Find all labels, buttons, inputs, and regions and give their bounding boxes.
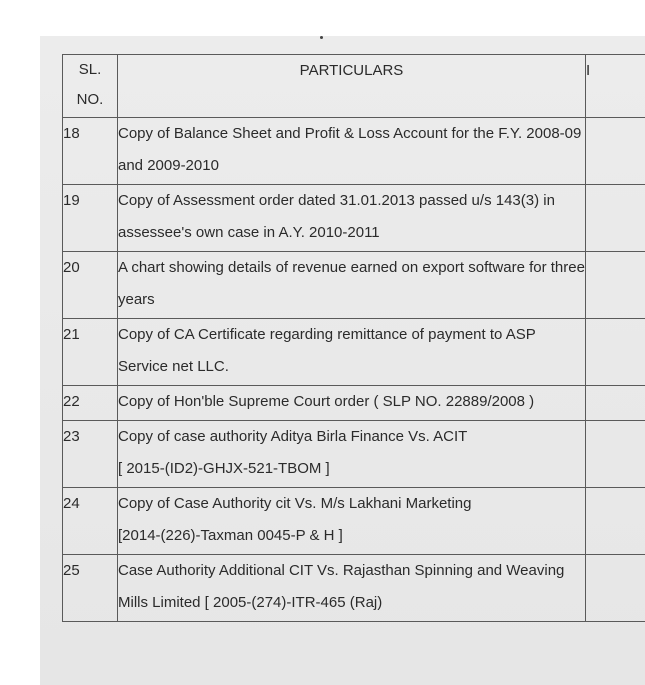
particulars-line: Mills Limited [ 2005-(274)-ITR-465 (Raj) <box>118 594 383 611</box>
particulars-line: years <box>118 291 155 308</box>
extra-cell <box>586 319 645 386</box>
particulars-line: Case Authority Additional CIT Vs. Rajasthan Spinning and Weaving <box>118 562 565 579</box>
scan-speck <box>320 36 323 39</box>
sl-number: 24 <box>63 488 118 555</box>
particulars-cell <box>118 118 586 185</box>
particulars-cell <box>118 252 586 319</box>
sl-number: 22 <box>63 386 118 421</box>
extra-cell <box>586 386 645 421</box>
particulars-line: Copy of Case Authority cit Vs. M/s Lakhani Marketing <box>118 495 472 512</box>
sl-header-line1: SL. <box>78 61 102 78</box>
sl-number: 20 <box>63 252 118 319</box>
particulars-line: A chart showing details of revenue earned on export software for three <box>118 259 585 276</box>
particulars-line: assessee's own case in A.Y. 2010-2011 <box>118 224 380 241</box>
particulars-line: [ 2015-(ID2)-GHJX-521-TBOM ] <box>118 460 330 477</box>
particulars-cell <box>118 555 586 622</box>
table-row <box>63 488 645 555</box>
particulars-table <box>62 54 645 622</box>
particulars-line: Copy of Hon'ble Supreme Court order ( SLP NO. 22889/2008 ) <box>118 393 535 410</box>
table-header-row <box>63 55 645 118</box>
particulars-line: Copy of Assessment order dated 31.01.2013 passed u/s 143(3) in <box>118 192 555 209</box>
particulars-cell <box>118 421 586 488</box>
table-row <box>63 555 645 622</box>
sl-number: 18 <box>63 118 118 185</box>
table-row <box>63 252 645 319</box>
particulars-cell <box>118 386 586 421</box>
table-row <box>63 319 645 386</box>
table-row <box>63 118 645 185</box>
sl-no-header <box>63 55 118 118</box>
particulars-line: Copy of case authority Aditya Birla Finance Vs. ACIT <box>118 428 468 445</box>
table-row <box>63 386 645 421</box>
particulars-cell <box>118 185 586 252</box>
particulars-line: Copy of Balance Sheet and Profit & Loss Account for the F.Y. 2008-09 <box>118 125 582 142</box>
particulars-line: Service net LLC. <box>118 358 229 375</box>
extra-cell <box>586 421 645 488</box>
extra-cell <box>586 555 645 622</box>
table-row <box>63 185 645 252</box>
particulars-line: [2014-(226)-Taxman 0045-P & H ] <box>118 527 343 544</box>
sl-number: 25 <box>63 555 118 622</box>
particulars-cell <box>118 319 586 386</box>
extra-cell <box>586 185 645 252</box>
particulars-cell <box>118 488 586 555</box>
particulars-line: and 2009-2010 <box>118 157 219 174</box>
sl-number: 23 <box>63 421 118 488</box>
extra-cell <box>586 252 645 319</box>
extra-cell <box>586 488 645 555</box>
particulars-header: PARTICULARS <box>118 55 586 118</box>
sl-number: 21 <box>63 319 118 386</box>
extra-cell <box>586 118 645 185</box>
truncated-column-header: I <box>586 55 645 118</box>
table-row <box>63 421 645 488</box>
sl-header-line2: NO. <box>76 91 104 108</box>
sl-number: 19 <box>63 185 118 252</box>
particulars-line: Copy of CA Certificate regarding remittance of payment to ASP <box>118 326 536 343</box>
